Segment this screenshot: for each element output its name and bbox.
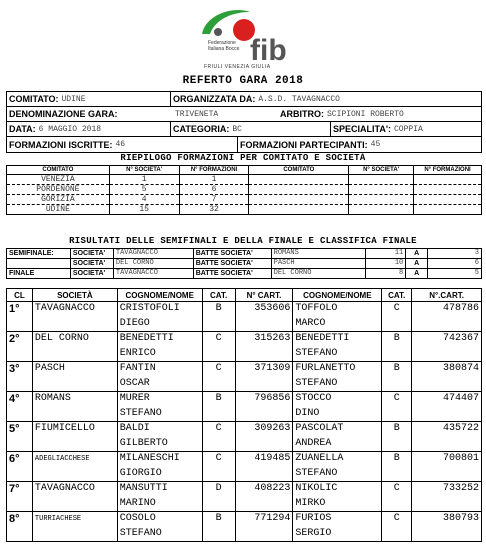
player1-card: 309263 bbox=[235, 422, 293, 437]
player2-card: 700801 bbox=[412, 452, 482, 467]
col-header: N° SOCIETA' bbox=[349, 166, 414, 175]
player2-card: 380874 bbox=[412, 362, 482, 377]
classifica-row-names bbox=[7, 437, 482, 452]
societa: ROMANS bbox=[32, 392, 117, 407]
empty bbox=[7, 347, 33, 362]
player2-name: MARCO bbox=[293, 317, 382, 332]
player1-card: 796856 bbox=[235, 392, 293, 407]
empty bbox=[7, 407, 33, 422]
societa: ADEGLIACCHESE bbox=[32, 452, 117, 467]
table-row: PORDENONE 5 6 bbox=[7, 185, 482, 195]
classifica-row-names bbox=[7, 497, 482, 512]
position: 6° bbox=[7, 452, 33, 467]
empty bbox=[412, 467, 482, 482]
empty bbox=[412, 317, 482, 332]
empty bbox=[382, 377, 412, 392]
match-row: SEMIFINALE: SOCIETA' TAVAGNACCO BATTE SOCIETA' ROMANS 11 A 3 bbox=[7, 249, 482, 259]
loser: ROMANS bbox=[271, 249, 366, 259]
empty bbox=[382, 317, 412, 332]
classifica-row bbox=[7, 392, 482, 407]
player2-surname: TOFFOLO bbox=[293, 302, 382, 317]
position: 1° bbox=[7, 302, 33, 317]
societa: TURRIACHESE bbox=[32, 512, 117, 527]
col-header: N° CART. bbox=[235, 289, 293, 302]
player2-surname: PASCOLAT bbox=[293, 422, 382, 437]
player2-card: 474407 bbox=[412, 392, 482, 407]
comitato-value: UDINE bbox=[61, 94, 86, 104]
classifica-row bbox=[7, 422, 482, 437]
col-header: N° SOCIETA' bbox=[109, 166, 179, 175]
player1-card: 371309 bbox=[235, 362, 293, 377]
denominazione-value: TRIVENETA bbox=[175, 109, 219, 119]
col-header: COGNOME/NOME bbox=[117, 289, 202, 302]
col-header: N° FORMAZIONI bbox=[414, 166, 482, 175]
player1-category: C bbox=[202, 452, 235, 467]
empty bbox=[32, 407, 117, 422]
societa: TAVAGNACCO bbox=[32, 482, 117, 497]
player1-surname: CRISTOFOLI bbox=[117, 302, 202, 317]
table-row: GORIZIA 4 7 bbox=[7, 195, 482, 205]
empty bbox=[32, 377, 117, 392]
empty bbox=[7, 467, 33, 482]
classifica-row-names bbox=[7, 317, 482, 332]
player2-card: 733252 bbox=[412, 482, 482, 497]
iscritte-value: 46 bbox=[115, 140, 126, 149]
position: 5° bbox=[7, 422, 33, 437]
empty bbox=[235, 527, 293, 542]
table-row: UDINE 15 32 bbox=[7, 205, 482, 215]
match-row: FINALE SOCIETA' TAVAGNACCO BATTE SOCIETA' DEL CORNO 8 A 5 bbox=[7, 269, 482, 279]
player2-name: STEFANO bbox=[293, 467, 382, 482]
loser: DEL CORNO bbox=[271, 269, 366, 279]
col-header: CAT. bbox=[382, 289, 412, 302]
empty bbox=[382, 347, 412, 362]
table-row: VENEZIA 1 1 bbox=[7, 175, 482, 185]
player1-name: STEFANO bbox=[117, 407, 202, 422]
logo-gray-ball bbox=[214, 28, 222, 36]
risultati-table bbox=[6, 248, 482, 279]
empty bbox=[412, 437, 482, 452]
player1-name: MARINO bbox=[117, 497, 202, 512]
col-header: COMITATO bbox=[249, 166, 349, 175]
player2-name: STEFANO bbox=[293, 377, 382, 392]
logo-acronym: fib bbox=[250, 34, 287, 67]
data-value: 6 MAGGIO 2018 bbox=[38, 124, 102, 134]
empty bbox=[382, 407, 412, 422]
player2-name: STEFANO bbox=[293, 347, 382, 362]
header-box: COMITATO: UDINE ORGANIZZATA DA: A.S.D. TAVAGNACCO DENOMINAZIONE GARA: TRIVENETA ARBITRO: SCIPIONI ROBERTO DATA: 6 MAGGIO 2018 CATEGORIA: BC SPECIALITA': COPPIA FORMAZIONI ISCRITTE: 46 FORMAZIONI PARTECIPANTI: 45 bbox=[6, 91, 482, 153]
player2-name: SERGIO bbox=[293, 527, 382, 542]
player2-surname: NIKOLIC bbox=[293, 482, 382, 497]
position: 2° bbox=[7, 332, 33, 347]
empty bbox=[7, 317, 33, 332]
player1-surname: FANTIN bbox=[117, 362, 202, 377]
player2-category: C bbox=[382, 512, 412, 527]
player1-card: 353606 bbox=[235, 302, 293, 317]
player1-name: OSCAR bbox=[117, 377, 202, 392]
empty bbox=[7, 497, 33, 512]
match-row: SOCIETA' DEL CORNO BATTE SOCIETA' PASCH 10 A 6 bbox=[7, 259, 482, 269]
riepilogo-title: RIEPILOGO FORMAZIONI PER COMITATO E SOCIETÀ bbox=[120, 153, 366, 163]
player1-surname: MILANESCHI bbox=[117, 452, 202, 467]
empty bbox=[32, 527, 117, 542]
empty bbox=[235, 347, 293, 362]
empty bbox=[7, 437, 33, 452]
empty bbox=[7, 377, 33, 392]
loser: PASCH bbox=[271, 259, 366, 269]
player2-surname: STOCCO bbox=[293, 392, 382, 407]
empty bbox=[32, 467, 117, 482]
player2-category: C bbox=[382, 392, 412, 407]
empty bbox=[412, 497, 482, 512]
empty bbox=[202, 407, 235, 422]
position: 3° bbox=[7, 362, 33, 377]
score-loser: 5 bbox=[428, 269, 482, 279]
player1-name: ENRICO bbox=[117, 347, 202, 362]
empty bbox=[235, 437, 293, 452]
player1-category: C bbox=[202, 422, 235, 437]
player2-category: C bbox=[382, 302, 412, 317]
player2-card: 380793 bbox=[412, 512, 482, 527]
societa: TAVAGNACCO bbox=[32, 302, 117, 317]
player1-name: GIORGIO bbox=[117, 467, 202, 482]
player2-name: DINO bbox=[293, 407, 382, 422]
player1-surname: COSOLO bbox=[117, 512, 202, 527]
societa: PASCH bbox=[32, 362, 117, 377]
empty bbox=[202, 467, 235, 482]
winner: DEL CORNO bbox=[113, 259, 193, 269]
player1-name: STEFANO bbox=[117, 527, 202, 542]
player2-category: B bbox=[382, 422, 412, 437]
logo-region: FRIULI VENEZIA GIULIA bbox=[204, 64, 271, 70]
score-loser: 6 bbox=[428, 259, 482, 269]
empty bbox=[235, 497, 293, 512]
player1-category: D bbox=[202, 482, 235, 497]
player2-surname: ZUANELLA bbox=[293, 452, 382, 467]
empty bbox=[412, 347, 482, 362]
risultati-title: RISULTATI DELLE SEMIFINALI E DELLA FINALE E CLASSIFICA FINALE bbox=[69, 236, 417, 246]
empty bbox=[382, 467, 412, 482]
empty bbox=[382, 437, 412, 452]
col-header: N°.CART. bbox=[412, 289, 482, 302]
classifica-row bbox=[7, 482, 482, 497]
player1-category: B bbox=[202, 302, 235, 317]
score-loser: 3 bbox=[428, 249, 482, 259]
player2-category: B bbox=[382, 362, 412, 377]
categoria-value: BC bbox=[232, 124, 242, 134]
player1-surname: MURER bbox=[117, 392, 202, 407]
empty bbox=[32, 497, 117, 512]
classifica-row-names bbox=[7, 527, 482, 542]
score-winner: 10 bbox=[366, 259, 406, 269]
player2-surname: FURLANETTO bbox=[293, 362, 382, 377]
player2-name: ANDREA bbox=[293, 437, 382, 452]
player2-name: MIRKO bbox=[293, 497, 382, 512]
empty bbox=[412, 527, 482, 542]
logo-org-name: Federazione Italiana Bocce bbox=[208, 40, 240, 52]
col-header: CAT. bbox=[202, 289, 235, 302]
player1-card: 408223 bbox=[235, 482, 293, 497]
empty bbox=[412, 407, 482, 422]
col-header: COMITATO bbox=[7, 166, 110, 175]
player2-category: B bbox=[382, 332, 412, 347]
empty bbox=[202, 317, 235, 332]
empty bbox=[7, 527, 33, 542]
classifica-row-names bbox=[7, 467, 482, 482]
specialita-value: COPPIA bbox=[393, 124, 423, 134]
classifica-table bbox=[6, 288, 482, 542]
riepilogo-table bbox=[6, 165, 482, 215]
position: 7° bbox=[7, 482, 33, 497]
empty bbox=[235, 317, 293, 332]
score-winner: 11 bbox=[366, 249, 406, 259]
empty bbox=[202, 527, 235, 542]
score-winner: 8 bbox=[366, 269, 406, 279]
classifica-row bbox=[7, 302, 482, 317]
player2-card: 435722 bbox=[412, 422, 482, 437]
player2-surname: FURIOS bbox=[293, 512, 382, 527]
winner: TAVAGNACCO bbox=[113, 249, 193, 259]
position: 4° bbox=[7, 392, 33, 407]
partecipanti-value: 45 bbox=[370, 140, 381, 149]
classifica-row-names bbox=[7, 407, 482, 422]
empty bbox=[235, 467, 293, 482]
empty bbox=[202, 377, 235, 392]
classifica-row bbox=[7, 452, 482, 467]
player1-name: DIEGO bbox=[117, 317, 202, 332]
col-header: N° FORMAZIONI bbox=[179, 166, 249, 175]
player2-card: 742367 bbox=[412, 332, 482, 347]
empty bbox=[32, 437, 117, 452]
empty bbox=[382, 527, 412, 542]
empty bbox=[382, 497, 412, 512]
player1-category: C bbox=[202, 362, 235, 377]
player1-category: B bbox=[202, 392, 235, 407]
classifica-row-names bbox=[7, 347, 482, 362]
player1-category: C bbox=[202, 332, 235, 347]
societa: DEL CORNO bbox=[32, 332, 117, 347]
empty bbox=[235, 377, 293, 392]
player2-surname: BENEDETTI bbox=[293, 332, 382, 347]
organizzata-value: A.S.D. TAVAGNACCO bbox=[258, 94, 340, 104]
col-header: SOCIETÀ bbox=[32, 289, 117, 302]
classifica-row bbox=[7, 362, 482, 377]
classifica-row bbox=[7, 512, 482, 527]
player1-card: 419485 bbox=[235, 452, 293, 467]
empty bbox=[32, 317, 117, 332]
societa: FIUMICELLO bbox=[32, 422, 117, 437]
player2-category: B bbox=[382, 452, 412, 467]
empty bbox=[32, 347, 117, 362]
document-title: REFERTO GARA 2018 bbox=[182, 75, 304, 87]
player1-surname: BALDI bbox=[117, 422, 202, 437]
col-header: CL bbox=[7, 289, 33, 302]
fib-logo bbox=[194, 4, 294, 70]
player1-category: B bbox=[202, 512, 235, 527]
classifica-row-names bbox=[7, 377, 482, 392]
col-header: COGNOME/NOME bbox=[293, 289, 382, 302]
player1-surname: BENEDETTI bbox=[117, 332, 202, 347]
player1-surname: MANSUTTI bbox=[117, 482, 202, 497]
arbitro-value: SCIPIONI ROBERTO bbox=[327, 109, 404, 119]
position: 8° bbox=[7, 512, 33, 527]
winner: TAVAGNACCO bbox=[113, 269, 193, 279]
empty bbox=[202, 497, 235, 512]
empty bbox=[235, 407, 293, 422]
empty bbox=[202, 437, 235, 452]
player1-name: GILBERTO bbox=[117, 437, 202, 452]
empty bbox=[412, 377, 482, 392]
player2-card: 478786 bbox=[412, 302, 482, 317]
empty bbox=[202, 347, 235, 362]
player2-category: C bbox=[382, 482, 412, 497]
player1-card: 315263 bbox=[235, 332, 293, 347]
classifica-row bbox=[7, 332, 482, 347]
player1-card: 771294 bbox=[235, 512, 293, 527]
